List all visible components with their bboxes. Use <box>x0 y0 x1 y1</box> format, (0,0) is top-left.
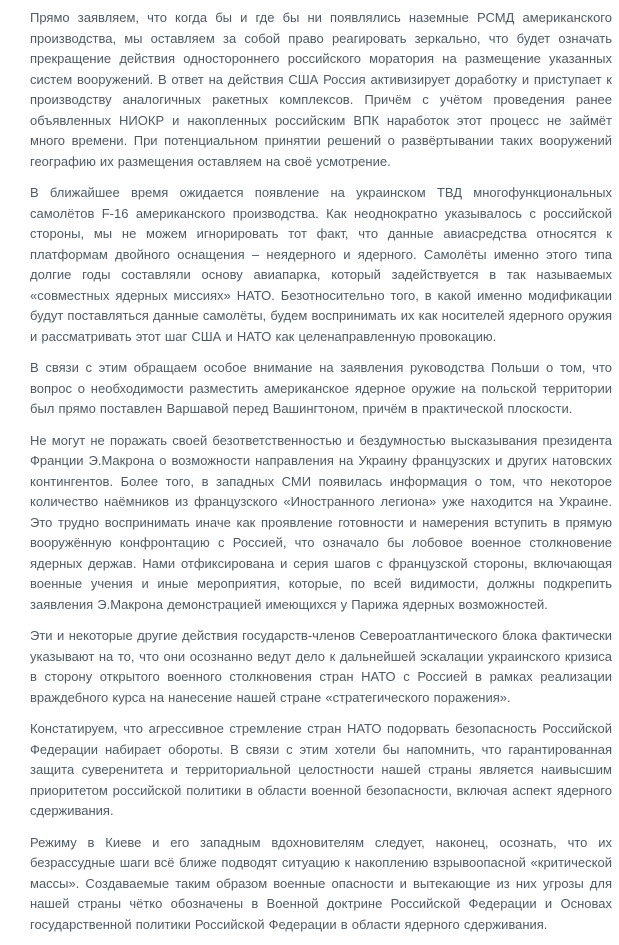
paragraph-macron-statements: Не могут не поражать своей безответственностью и бездумностью высказывания президента Франции Э.Макрона о возможности направления на Украину французских и других натовских контингентов. Более того, в западных СМИ появилась информация о том, что некоторое количество наёмников из французского «Иностранного легиона» уже находится на Украине. Это трудно воспринимать иначе как проявление готовности и намерения вступить в прямую вооружённую конфронтацию с Россией, что означало бы лобовое военное столкновение ядерных держав. Нами отфиксирована и серия шагов с французской стороны, включающая военные учения и иные мероприятия, которые, по всей видимости, должны подкрепить заявления Э.Макрона демонстрацией имеющихся у Парижа ядерных возможностей. <box>30 432 612 612</box>
paragraph-rsmd-moratorium: Прямо заявляем, что когда бы и где бы ни появлялись наземные РСМД американского производства, мы оставляем за собой право реагировать зеркально, что будет означать прекращение действия одностороннего российского моратория на размещение указанных систем вооружений. В ответ на действия США Россия активизирует доработку и приступает к производству аналогичных ракетных комплексов. Причём с учётом проведения ранее объявленных НИОКР и накопленных российским ВПК наработок этот процесс не займёт много времени. При потенциальном принятии решений о развёртывании таких вооружений географию их размещения оставляем на своё усмотрение. <box>30 10 612 169</box>
paragraph-security-priority: Констатируем, что агрессивное стремление стран НАТО подорвать безопасность Российской Федерации набирает обороты. В связи с этим хотели бы напомнить, что гарантированная защита суверенитета и территориальной целостности нашей страны является наивысшим приоритетом российской политики в области военной безопасности, включая аспект ядерного сдерживания. <box>30 721 612 818</box>
paragraph-poland-statement: В связи с этим обращаем особое внимание на заявления руководства Польши о том, что вопрос о необходимости разместить американское ядерное оружие на польской территории был прямо поставлен Варшавой перед Вашингтоном, причём в практической плоскости. <box>30 360 612 416</box>
paragraph-kiev-regime-warning: Режиму в Киеве и его западным вдохновителям следует, наконец, осознать, что их безрассудные шаги всё ближе подводят ситуацию к накоплению взрывоопасной «критической массы». Создаваемые таким образом военные опасности и вытекающие из них угрозы для нашей страны чётко обозначены в Военной доктрине Российской Федерации и Основах государственной политики Российской Федерации в области ядерного сдерживания. <box>30 834 612 932</box>
paragraph-nato-escalation: Эти и некоторые другие действия государств-членов Североатлантического блока фактически указывают на то, что они осознанно ведут дело к дальнейшей эскалации украинского кризиса в сторону открытого военного столкновения стран НАТО с Россией в рамках реализации враждебного курса на нанесение нашей стране «стратегического поражения». <box>30 628 612 705</box>
paragraph-f16-ukraine: В ближайшее время ожидается появление на украинском ТВД многофункциональных самолётов F-16 американского производства. Как неоднократно указывалось с российской стороны, мы не можем игнорировать тот факт, что данные авиасредства относятся к платформам двойного оснащения – неядерного и ядерного. Самолёты именно этого типа долгие годы составляли основу авиапарка, который задействуется в так называемых «совместных ядерных миссиях» НАТО. Безотносительно того, в какой именно модификации будут поставляться данные самолёты, будем воспринимать их как носителей ядерного оружия и рассматривать этот шаг США и НАТО как целенаправленную провокацию. <box>30 185 612 344</box>
